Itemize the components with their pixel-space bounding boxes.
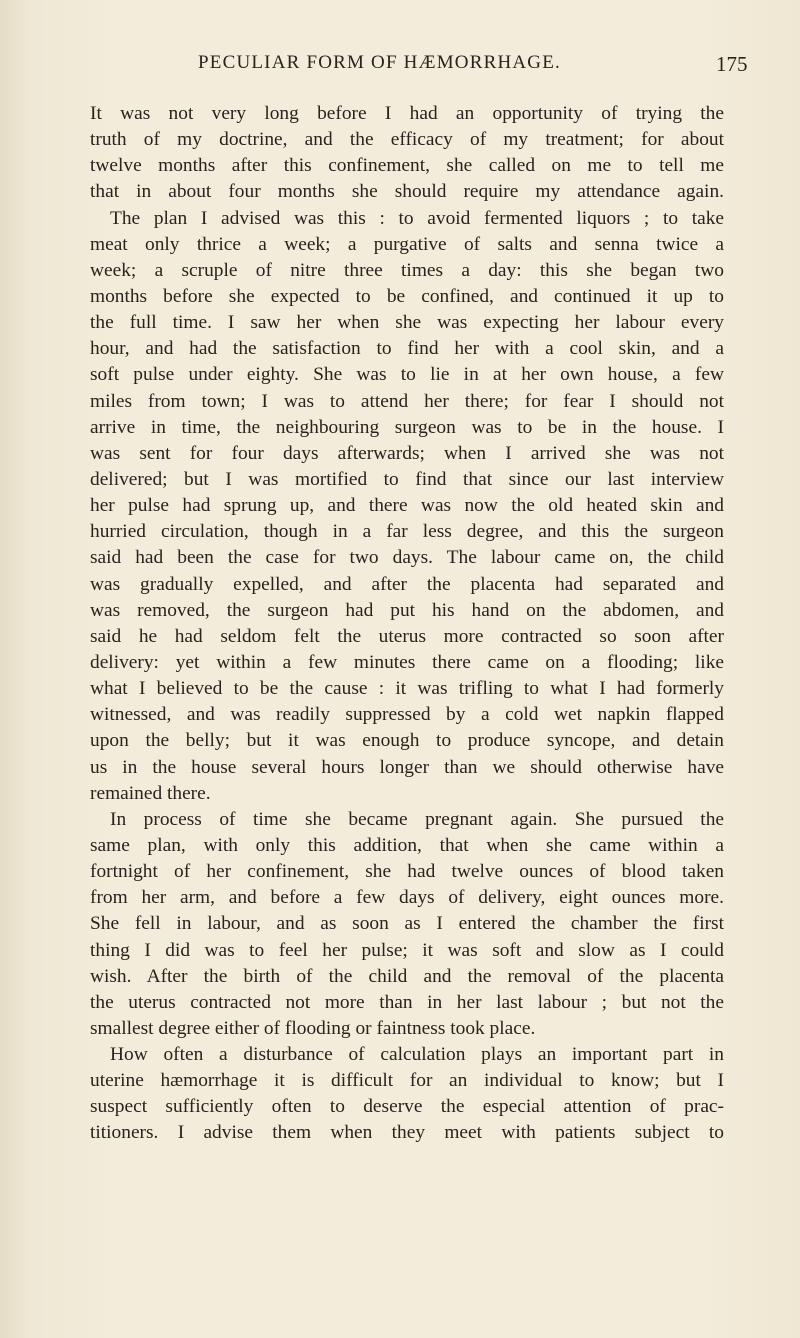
text-line: How often a disturbance of calculation plays an important part in [110, 1044, 724, 1066]
text-line: soft pulse under eighty. She was to lie in at her own house, a few [90, 364, 724, 386]
text-line: truth of my doctrine, and the efficacy of my treatment; for about [90, 129, 724, 151]
text-line: upon the belly; but it was enough to produce syncope, and detain [90, 730, 724, 752]
text-line: suspect sufficiently often to deserve the especial attention of prac- [90, 1096, 724, 1118]
text-line: twelve months after this confinement, she called on me to tell me [90, 155, 724, 177]
text-line: the uterus contracted not more than in her last labour ; but not the [90, 991, 724, 1013]
text-line: wish. After the birth of the child and the removal of the placenta [90, 965, 724, 987]
text-line: said had been the case for two days. The labour came on, the child [90, 547, 724, 569]
text-line: her pulse had sprung up, and there was now the old heated skin and [90, 495, 724, 517]
text-line: hour, and had the satisfaction to find her with a cool skin, and a [90, 338, 724, 360]
text-line: from her arm, and before a few days of delivery, eight ounces more. [90, 887, 724, 909]
text-line: miles from town; I was to attend her there; for fear I should not [90, 390, 724, 412]
text-line: fortnight of her confinement, she had twelve ounces of blood taken [90, 861, 724, 883]
text-line: uterine hæmorrhage it is difficult for an individual to know; but I [90, 1070, 724, 1092]
text-line: titioners. I advise them when they meet with patients subject to [90, 1122, 724, 1144]
body-text [90, 101, 724, 1147]
page-number: 175 [716, 52, 748, 76]
text-line: The plan I advised was this : to avoid fermented liquors ; to take [110, 207, 724, 229]
text-line: arrive in time, the neighbouring surgeon was to be in the house. I [90, 416, 724, 438]
text-line: was removed, the surgeon had put his hand on the abdomen, and [90, 599, 724, 621]
text-line: same plan, with only this addition, that when she came within a [90, 834, 724, 856]
text-line: was gradually expelled, and after the placenta had separated and [90, 573, 724, 595]
text-line: It was not very long before I had an opportunity of trying the [90, 103, 724, 124]
text-line: smallest degree either of flooding or faintness took place. [90, 1017, 536, 1039]
running-title: PECULIAR FORM OF HÆMORRHAGE. [198, 52, 561, 73]
text-line: that in about four months she should require my attendance again. [90, 181, 724, 203]
text-line: meat only thrice a week; a purgative of salts and senna twice a [90, 233, 724, 255]
text-line: week; a scruple of nitre three times a day: this she began two [90, 259, 724, 281]
text-line: remained there. [90, 782, 211, 804]
text-line: delivered; but I was mortified to find that since our last interview [90, 468, 724, 490]
text-line: the full time. I saw her when she was expecting her labour every [90, 312, 724, 334]
text-line: said he had seldom felt the uterus more contracted so soon after [90, 625, 724, 647]
text-line: In process of time she became pregnant again. She pursued the [110, 808, 724, 830]
text-line: was sent for four days afterwards; when I arrived she was not [90, 442, 724, 464]
text-line: us in the house several hours longer than we should otherwise have [90, 756, 724, 778]
page-header [0, 52, 800, 82]
text-line: She fell in labour, and as soon as I entered the chamber the first [90, 913, 724, 935]
text-line: delivery: yet within a few minutes there came on a flooding; like [90, 651, 724, 673]
text-line: witnessed, and was readily suppressed by a cold wet napkin flapped [90, 704, 724, 726]
text-line: months before she expected to be confined, and continued it up to [90, 285, 724, 307]
text-line: thing I did was to feel her pulse; it was soft and slow as I could [90, 939, 724, 961]
text-line: what I believed to be the cause : it was trifling to what I had formerly [90, 678, 724, 700]
text-line: hurried circulation, though in a far less degree, and this the surgeon [90, 521, 724, 543]
